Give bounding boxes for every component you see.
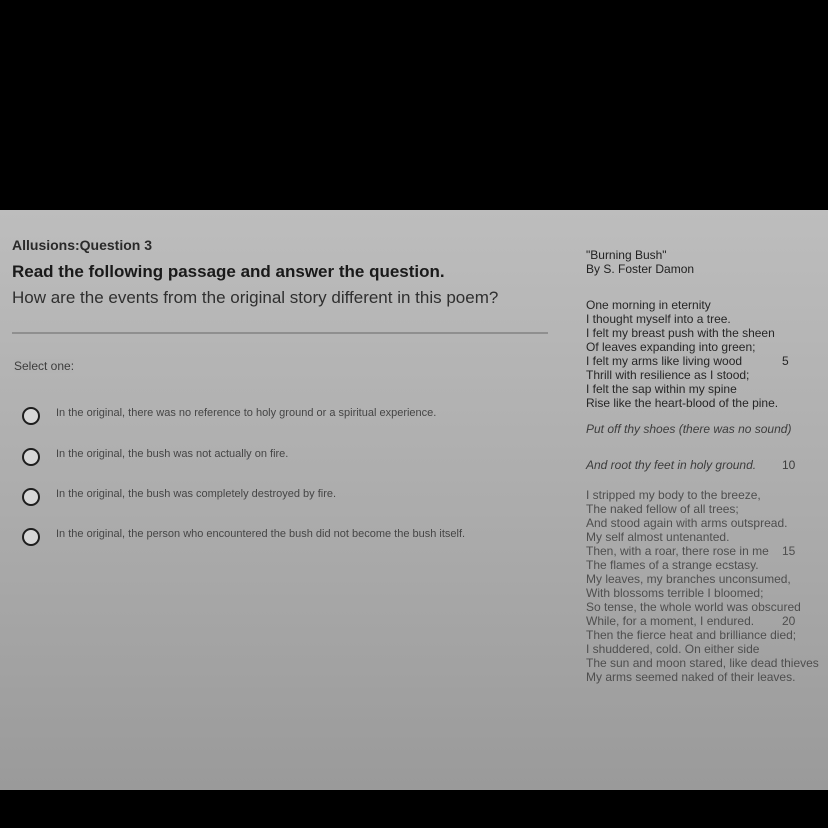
radio-button-1[interactable] xyxy=(22,407,40,425)
select-one-label: Select one: xyxy=(14,359,75,373)
poem-title: "Burning Bush" xyxy=(586,248,667,262)
poem-line: I stripped my body to the breeze, xyxy=(586,488,761,502)
poem-line: The sun and moon stared, like dead thieves xyxy=(586,656,819,670)
poem-line: With blossoms terrible I bloomed; xyxy=(586,586,764,600)
question-title: Read the following passage and answer the question. xyxy=(12,262,445,281)
answer-option-text-2: In the original, the bush was not actually on fire. xyxy=(56,448,289,460)
answer-option-text-3: In the original, the bush was completely destroyed by fire. xyxy=(56,488,337,500)
poem-line: One morning in eternity xyxy=(586,298,711,312)
poem-line: I felt the sap within my spine xyxy=(586,382,737,396)
line-number: 15 xyxy=(782,544,796,558)
poem-line: My leaves, my branches unconsumed, xyxy=(586,572,791,586)
poem-line: I felt my arms like living wood 5 xyxy=(586,354,789,368)
line-number: 20 xyxy=(782,614,796,628)
radio-button-4[interactable] xyxy=(22,528,40,546)
poem-line: I felt my breast push with the sheen xyxy=(586,326,775,340)
poem-line: While, for a moment, I endured. 20 xyxy=(586,614,796,628)
question-prompt: How are the events from the original story different in this poem? xyxy=(12,288,499,307)
radio-button-3[interactable] xyxy=(22,488,40,506)
poem-line: Put off thy shoes (there was no sound) xyxy=(586,422,792,436)
poem-line: Then, with a roar, there rose in me 15 xyxy=(586,544,796,558)
line-number: 5 xyxy=(782,354,789,368)
answer-option-text-1: In the original, there was no reference to holy ground or a spiritual experience. xyxy=(56,407,437,419)
poem-line: Thrill with resilience as I stood; xyxy=(586,368,750,382)
poem-line: I shuddered, cold. On either side xyxy=(586,642,760,656)
poem-line: And root thy feet in holy ground. 10 xyxy=(586,458,796,472)
poem-line: Then the fierce heat and brilliance died; xyxy=(586,628,797,642)
question-number: Allusions:Question 3 xyxy=(12,237,153,253)
divider xyxy=(12,332,548,334)
poem-line: So tense, the whole world was obscured xyxy=(586,600,801,614)
answer-option-text-4: In the original, the person who encountered the bush did not become the bush itself. xyxy=(56,528,466,540)
line-number: 10 xyxy=(782,458,796,472)
poem-author: By S. Foster Damon xyxy=(586,262,695,276)
poem-line: Rise like the heart-blood of the pine. xyxy=(586,396,779,410)
poem-line: The flames of a strange ecstasy. xyxy=(586,558,759,572)
poem-line: My arms seemed naked of their leaves. xyxy=(586,670,796,684)
poem-line: My self almost untenanted. xyxy=(586,530,730,544)
poem-passage xyxy=(586,248,819,684)
poem-line: And stood again with arms outspread. xyxy=(586,516,788,530)
poem-line: I thought myself into a tree. xyxy=(586,312,731,326)
poem-line: The naked fellow of all trees; xyxy=(586,502,739,516)
poem-line: Of leaves expanding into green; xyxy=(586,340,756,354)
radio-button-2[interactable] xyxy=(22,448,40,466)
quiz-screen xyxy=(0,210,828,790)
